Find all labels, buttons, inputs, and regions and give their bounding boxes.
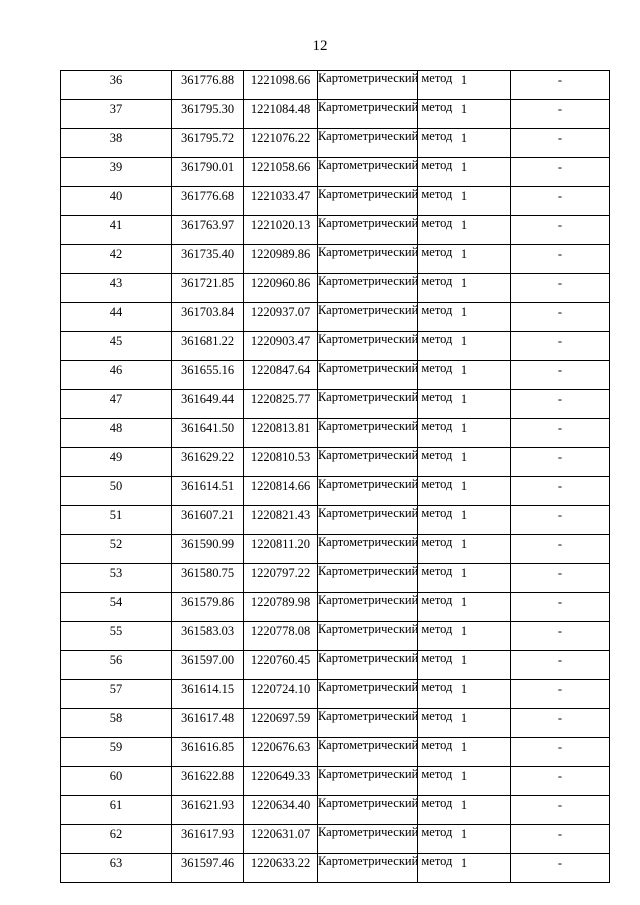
extra-cell: - (511, 332, 610, 361)
x-coordinate-cell: 361580.75 (172, 564, 244, 593)
method-cell: Картометрический метод (318, 854, 418, 883)
table-row (61, 100, 610, 129)
x-coordinate-cell: 361629.22 (172, 448, 244, 477)
y-coordinate-cell: 1220697.59 (244, 709, 318, 738)
extra-cell: - (511, 216, 610, 245)
x-coordinate-cell: 361621.93 (172, 796, 244, 825)
y-coordinate-cell: 1220811.20 (244, 535, 318, 564)
x-coordinate-cell: 361655.16 (172, 361, 244, 390)
extra-cell: - (511, 767, 610, 796)
extra-cell: - (511, 738, 610, 767)
extra-cell: - (511, 419, 610, 448)
extra-cell: - (511, 100, 610, 129)
table-row (61, 332, 610, 361)
accuracy-cell: 1 (418, 506, 511, 535)
x-coordinate-cell: 361649.44 (172, 390, 244, 419)
x-coordinate-cell: 361616.85 (172, 738, 244, 767)
method-cell: Картометрический метод (318, 651, 418, 680)
y-coordinate-cell: 1220676.63 (244, 738, 318, 767)
y-coordinate-cell: 1220789.98 (244, 593, 318, 622)
y-coordinate-cell: 1220724.10 (244, 680, 318, 709)
extra-cell: - (511, 448, 610, 477)
table-row (61, 825, 610, 854)
accuracy-cell: 1 (418, 767, 511, 796)
extra-cell: - (511, 390, 610, 419)
y-coordinate-cell: 1221020.13 (244, 216, 318, 245)
point-number-cell: 47 (61, 390, 172, 419)
extra-cell: - (511, 622, 610, 651)
extra-cell: - (511, 477, 610, 506)
accuracy-cell: 1 (418, 593, 511, 622)
table-row (61, 709, 610, 738)
y-coordinate-cell: 1220778.08 (244, 622, 318, 651)
accuracy-cell: 1 (418, 564, 511, 593)
extra-cell: - (511, 274, 610, 303)
y-coordinate-cell: 1221076.22 (244, 129, 318, 158)
x-coordinate-cell: 361795.72 (172, 129, 244, 158)
x-coordinate-cell: 361617.48 (172, 709, 244, 738)
x-coordinate-cell: 361607.21 (172, 506, 244, 535)
point-number-cell: 41 (61, 216, 172, 245)
y-coordinate-cell: 1221033.47 (244, 187, 318, 216)
table-row (61, 158, 610, 187)
point-number-cell: 51 (61, 506, 172, 535)
point-number-cell: 49 (61, 448, 172, 477)
table-row (61, 767, 610, 796)
point-number-cell: 38 (61, 129, 172, 158)
method-cell: Картометрический метод (318, 274, 418, 303)
table-row (61, 361, 610, 390)
method-cell: Картометрический метод (318, 680, 418, 709)
point-number-cell: 48 (61, 419, 172, 448)
point-number-cell: 62 (61, 825, 172, 854)
extra-cell: - (511, 158, 610, 187)
table-row (61, 419, 610, 448)
table-row (61, 535, 610, 564)
x-coordinate-cell: 361735.40 (172, 245, 244, 274)
method-cell: Картометрический метод (318, 767, 418, 796)
table-row (61, 506, 610, 535)
extra-cell: - (511, 535, 610, 564)
accuracy-cell: 1 (418, 448, 511, 477)
y-coordinate-cell: 1221058.66 (244, 158, 318, 187)
x-coordinate-cell: 361579.86 (172, 593, 244, 622)
accuracy-cell: 1 (418, 622, 511, 651)
accuracy-cell: 1 (418, 274, 511, 303)
table-row (61, 680, 610, 709)
table-row (61, 303, 610, 332)
point-number-cell: 56 (61, 651, 172, 680)
y-coordinate-cell: 1220814.66 (244, 477, 318, 506)
method-cell: Картометрический метод (318, 100, 418, 129)
x-coordinate-cell: 361614.51 (172, 477, 244, 506)
x-coordinate-cell: 361622.88 (172, 767, 244, 796)
extra-cell: - (511, 129, 610, 158)
table-row (61, 71, 610, 100)
point-number-cell: 57 (61, 680, 172, 709)
method-cell: Картометрический метод (318, 361, 418, 390)
table-row (61, 245, 610, 274)
point-number-cell: 46 (61, 361, 172, 390)
method-cell: Картометрический метод (318, 825, 418, 854)
extra-cell: - (511, 245, 610, 274)
page-number: 12 (312, 38, 328, 54)
y-coordinate-cell: 1220847.64 (244, 361, 318, 390)
point-number-cell: 43 (61, 274, 172, 303)
extra-cell: - (511, 71, 610, 100)
x-coordinate-cell: 361583.03 (172, 622, 244, 651)
table-row (61, 796, 610, 825)
accuracy-cell: 1 (418, 680, 511, 709)
x-coordinate-cell: 361763.97 (172, 216, 244, 245)
table-row (61, 390, 610, 419)
y-coordinate-cell: 1220760.45 (244, 651, 318, 680)
y-coordinate-cell: 1220903.47 (244, 332, 318, 361)
extra-cell: - (511, 796, 610, 825)
x-coordinate-cell: 361597.46 (172, 854, 244, 883)
accuracy-cell: 1 (418, 825, 511, 854)
accuracy-cell: 1 (418, 796, 511, 825)
method-cell: Картометрический метод (318, 796, 418, 825)
y-coordinate-cell: 1220960.86 (244, 274, 318, 303)
method-cell: Картометрический метод (318, 303, 418, 332)
method-cell: Картометрический метод (318, 419, 418, 448)
method-cell: Картометрический метод (318, 448, 418, 477)
accuracy-cell: 1 (418, 651, 511, 680)
extra-cell: - (511, 361, 610, 390)
x-coordinate-cell: 361790.01 (172, 158, 244, 187)
y-coordinate-cell: 1220821.43 (244, 506, 318, 535)
method-cell: Картометрический метод (318, 506, 418, 535)
point-number-cell: 44 (61, 303, 172, 332)
x-coordinate-cell: 361721.85 (172, 274, 244, 303)
point-number-cell: 54 (61, 593, 172, 622)
point-number-cell: 37 (61, 100, 172, 129)
x-coordinate-cell: 361776.88 (172, 71, 244, 100)
point-number-cell: 40 (61, 187, 172, 216)
accuracy-cell: 1 (418, 158, 511, 187)
table-row (61, 622, 610, 651)
table-row (61, 651, 610, 680)
accuracy-cell: 1 (418, 535, 511, 564)
point-number-cell: 55 (61, 622, 172, 651)
method-cell: Картометрический метод (318, 477, 418, 506)
y-coordinate-cell: 1220937.07 (244, 303, 318, 332)
accuracy-cell: 1 (418, 854, 511, 883)
method-cell: Картометрический метод (318, 187, 418, 216)
accuracy-cell: 1 (418, 216, 511, 245)
extra-cell: - (511, 564, 610, 593)
y-coordinate-cell: 1220813.81 (244, 419, 318, 448)
y-coordinate-cell: 1220797.22 (244, 564, 318, 593)
point-number-cell: 53 (61, 564, 172, 593)
method-cell: Картометрический метод (318, 535, 418, 564)
accuracy-cell: 1 (418, 332, 511, 361)
point-number-cell: 61 (61, 796, 172, 825)
method-cell: Картометрический метод (318, 129, 418, 158)
method-cell: Картометрический метод (318, 245, 418, 274)
x-coordinate-cell: 361597.00 (172, 651, 244, 680)
accuracy-cell: 1 (418, 419, 511, 448)
method-cell: Картометрический метод (318, 622, 418, 651)
x-coordinate-cell: 361641.50 (172, 419, 244, 448)
table-row (61, 274, 610, 303)
table-row (61, 564, 610, 593)
table-row (61, 738, 610, 767)
method-cell: Картометрический метод (318, 390, 418, 419)
accuracy-cell: 1 (418, 303, 511, 332)
table-row (61, 477, 610, 506)
table-row (61, 216, 610, 245)
coordinates-table (60, 70, 610, 883)
y-coordinate-cell: 1220989.86 (244, 245, 318, 274)
extra-cell: - (511, 187, 610, 216)
method-cell: Картометрический метод (318, 158, 418, 187)
accuracy-cell: 1 (418, 187, 511, 216)
x-coordinate-cell: 361614.15 (172, 680, 244, 709)
table-row (61, 187, 610, 216)
accuracy-cell: 1 (418, 71, 511, 100)
y-coordinate-cell: 1220825.77 (244, 390, 318, 419)
extra-cell: - (511, 825, 610, 854)
method-cell: Картометрический метод (318, 738, 418, 767)
point-number-cell: 52 (61, 535, 172, 564)
accuracy-cell: 1 (418, 477, 511, 506)
point-number-cell: 50 (61, 477, 172, 506)
x-coordinate-cell: 361795.30 (172, 100, 244, 129)
extra-cell: - (511, 680, 610, 709)
extra-cell: - (511, 593, 610, 622)
point-number-cell: 39 (61, 158, 172, 187)
accuracy-cell: 1 (418, 709, 511, 738)
y-coordinate-cell: 1220634.40 (244, 796, 318, 825)
x-coordinate-cell: 361681.22 (172, 332, 244, 361)
table-row (61, 129, 610, 158)
point-number-cell: 42 (61, 245, 172, 274)
method-cell: Картометрический метод (318, 593, 418, 622)
point-number-cell: 63 (61, 854, 172, 883)
point-number-cell: 59 (61, 738, 172, 767)
accuracy-cell: 1 (418, 245, 511, 274)
x-coordinate-cell: 361590.99 (172, 535, 244, 564)
table-row (61, 593, 610, 622)
y-coordinate-cell: 1220633.22 (244, 854, 318, 883)
extra-cell: - (511, 506, 610, 535)
table-row (61, 854, 610, 883)
method-cell: Картометрический метод (318, 564, 418, 593)
extra-cell: - (511, 303, 610, 332)
y-coordinate-cell: 1221098.66 (244, 71, 318, 100)
coordinates-table-body (61, 71, 610, 883)
y-coordinate-cell: 1221084.48 (244, 100, 318, 129)
accuracy-cell: 1 (418, 390, 511, 419)
x-coordinate-cell: 361776.68 (172, 187, 244, 216)
method-cell: Картометрический метод (318, 332, 418, 361)
point-number-cell: 58 (61, 709, 172, 738)
accuracy-cell: 1 (418, 129, 511, 158)
x-coordinate-cell: 361617.93 (172, 825, 244, 854)
point-number-cell: 36 (61, 71, 172, 100)
accuracy-cell: 1 (418, 361, 511, 390)
point-number-cell: 45 (61, 332, 172, 361)
extra-cell: - (511, 854, 610, 883)
table-row (61, 448, 610, 477)
method-cell: Картометрический метод (318, 709, 418, 738)
method-cell: Картометрический метод (318, 216, 418, 245)
extra-cell: - (511, 651, 610, 680)
y-coordinate-cell: 1220649.33 (244, 767, 318, 796)
y-coordinate-cell: 1220631.07 (244, 825, 318, 854)
y-coordinate-cell: 1220810.53 (244, 448, 318, 477)
accuracy-cell: 1 (418, 738, 511, 767)
accuracy-cell: 1 (418, 100, 511, 129)
point-number-cell: 60 (61, 767, 172, 796)
extra-cell: - (511, 709, 610, 738)
method-cell: Картометрический метод (318, 71, 418, 100)
x-coordinate-cell: 361703.84 (172, 303, 244, 332)
